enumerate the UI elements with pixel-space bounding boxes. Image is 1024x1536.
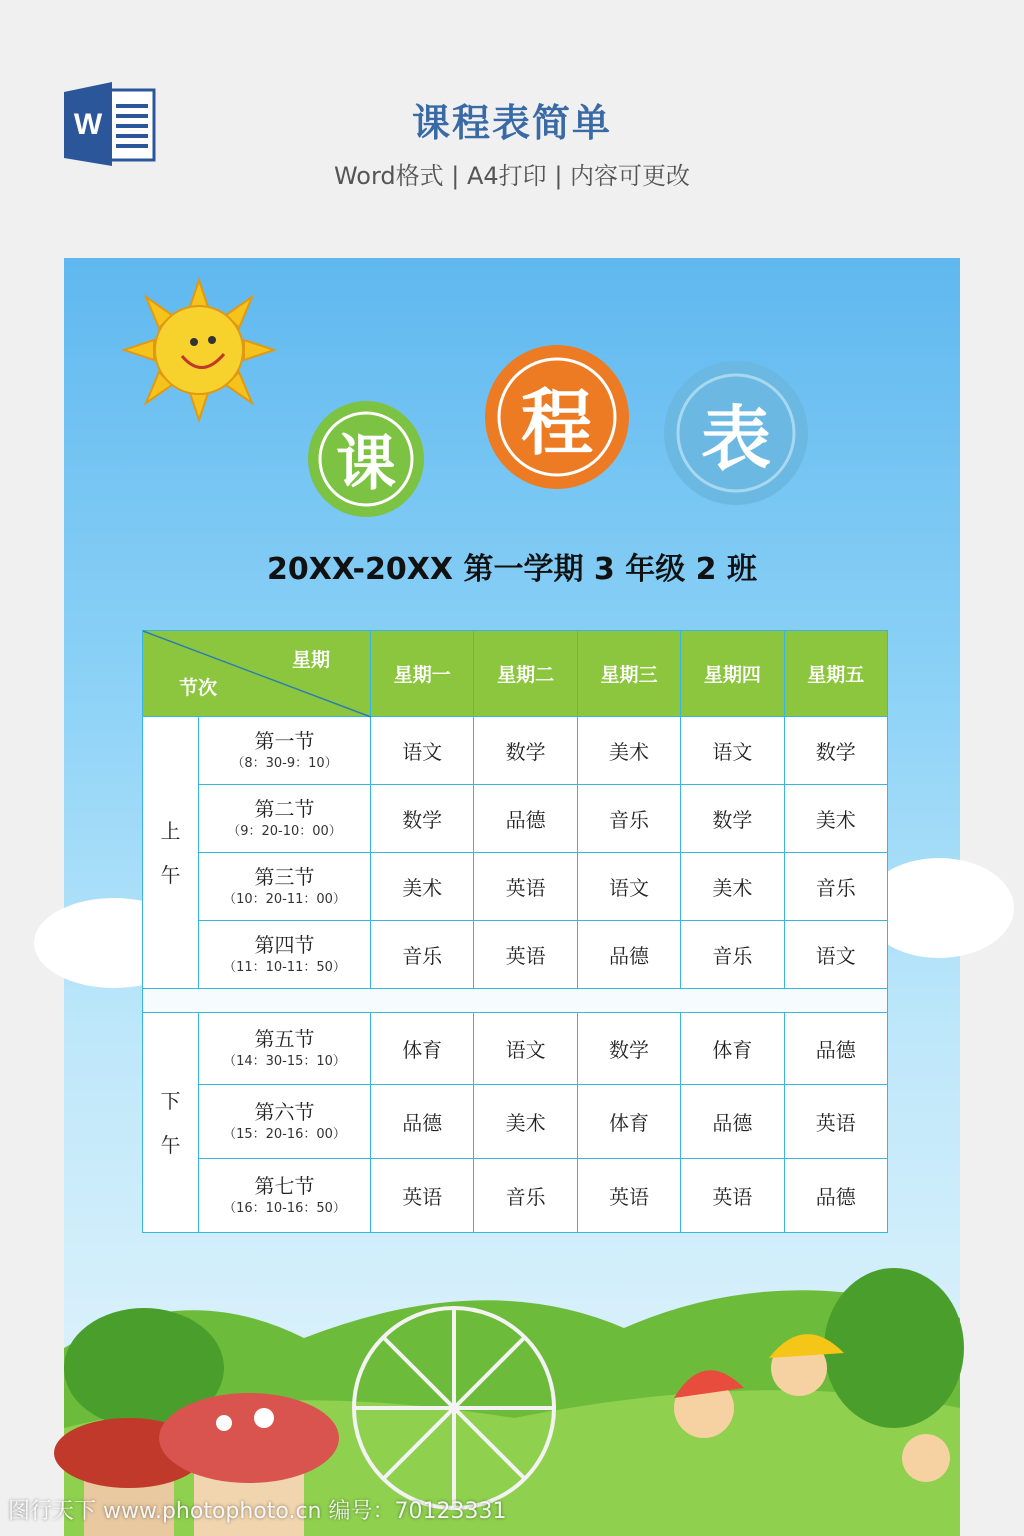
class-cell: 音乐 <box>371 921 474 989</box>
term-label: 20XX-20XX 第一学期 3 年级 2 班 <box>267 552 757 587</box>
class-cell: 英语 <box>577 1159 680 1233</box>
ferris-wheel-icon <box>354 1308 554 1508</box>
table-row <box>143 1159 888 1233</box>
class-cell: 体育 <box>577 1085 680 1159</box>
day-header: 星期五 <box>784 631 887 717</box>
table-row <box>143 717 888 785</box>
class-cell: 品德 <box>577 921 680 989</box>
class-cell: 数学 <box>577 1013 680 1085</box>
class-cell: 英语 <box>681 1159 784 1233</box>
class-cell: 语文 <box>371 717 474 785</box>
day-header: 星期三 <box>577 631 680 717</box>
class-cell: 美术 <box>577 717 680 785</box>
day-header: 星期二 <box>474 631 577 717</box>
class-cell: 品德 <box>371 1085 474 1159</box>
class-cell: 音乐 <box>577 785 680 853</box>
class-cell: 美术 <box>681 853 784 921</box>
sun-icon <box>124 280 274 420</box>
corner-period-label: 节次 <box>179 677 218 699</box>
watermark: 图行天下 www.photophoto.cn 编号：70123331 <box>8 1499 507 1524</box>
table-row <box>143 1013 888 1085</box>
class-cell: 语文 <box>577 853 680 921</box>
class-cell: 体育 <box>681 1013 784 1085</box>
title-char-2: 程 <box>520 381 593 465</box>
class-cell: 语文 <box>474 1013 577 1085</box>
class-cell: 数学 <box>474 717 577 785</box>
morning-label: 上 午 <box>143 717 199 989</box>
period-cell: 第三节 （10：20-11：00） <box>199 853 371 921</box>
day-header: 星期四 <box>681 631 784 717</box>
period-cell: 第一节 （8：30-9：10） <box>199 717 371 785</box>
class-cell: 美术 <box>784 785 887 853</box>
class-cell: 数学 <box>784 717 887 785</box>
schedule-table <box>142 630 888 1233</box>
class-cell: 音乐 <box>474 1159 577 1233</box>
title-badge-ke <box>290 398 442 520</box>
title-badge-cheng <box>474 342 640 492</box>
class-cell: 数学 <box>371 785 474 853</box>
class-cell: 品德 <box>784 1159 887 1233</box>
class-cell: 英语 <box>474 921 577 989</box>
table-row <box>143 921 888 989</box>
period-cell: 第七节 （16：10-16：50） <box>199 1159 371 1233</box>
period-cell: 第四节 （11：10-11：50） <box>199 921 371 989</box>
lunch-gap-row <box>143 989 888 1013</box>
page-title: 课程表简单 <box>411 101 612 145</box>
table-row <box>143 785 888 853</box>
table-row <box>143 1085 888 1159</box>
class-cell: 体育 <box>371 1013 474 1085</box>
word-icon-letter: W <box>73 108 103 141</box>
corner-week-label: 星期 <box>291 649 330 671</box>
class-cell: 英语 <box>371 1159 474 1233</box>
corner-header <box>143 631 371 717</box>
table-row <box>143 853 888 921</box>
period-cell: 第二节 （9：20-10：00） <box>199 785 371 853</box>
page-subtitle: Word格式 | A4打印 | 内容可更改 <box>333 162 691 190</box>
class-cell: 语文 <box>784 921 887 989</box>
class-cell: 语文 <box>681 717 784 785</box>
class-cell: 美术 <box>474 1085 577 1159</box>
title-char-3: 表 <box>701 397 771 480</box>
class-cell: 品德 <box>784 1013 887 1085</box>
period-cell: 第六节 （15：20-16：00） <box>199 1085 371 1159</box>
poster-sheet <box>8 258 960 1536</box>
diagonal-line <box>143 631 371 717</box>
class-cell: 英语 <box>474 853 577 921</box>
class-cell: 英语 <box>784 1085 887 1159</box>
period-cell: 第五节 （14：30-15：10） <box>199 1013 371 1085</box>
class-cell: 音乐 <box>681 921 784 989</box>
class-cell: 美术 <box>371 853 474 921</box>
title-char-1: 课 <box>336 429 396 499</box>
afternoon-label: 下 午 <box>143 1013 199 1233</box>
class-cell: 数学 <box>681 785 784 853</box>
day-header: 星期一 <box>371 631 474 717</box>
class-cell: 品德 <box>681 1085 784 1159</box>
title-badge-biao <box>650 358 822 508</box>
class-cell: 品德 <box>474 785 577 853</box>
class-cell: 音乐 <box>784 853 887 921</box>
